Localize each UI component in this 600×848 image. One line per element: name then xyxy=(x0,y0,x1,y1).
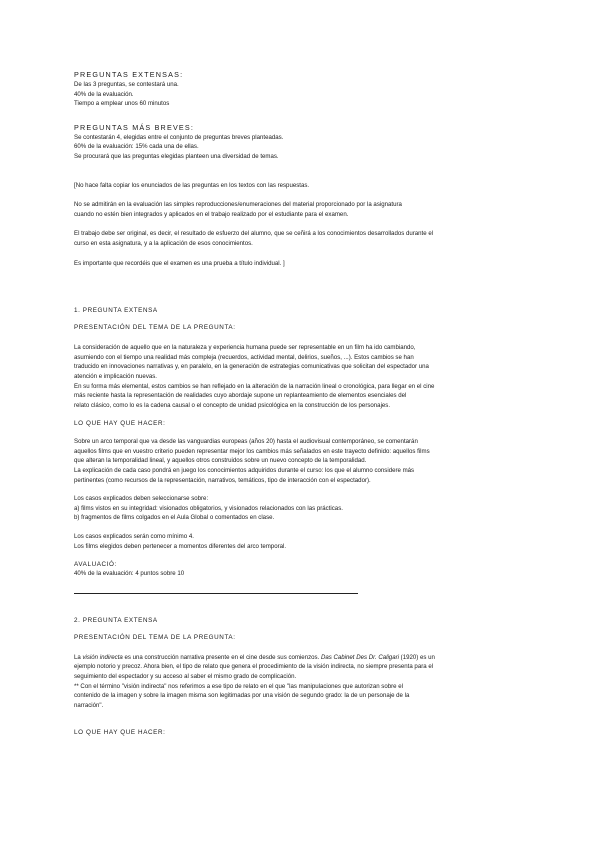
q2-hacer-label: LO QUE HAY QUE HACER: xyxy=(74,729,166,737)
q1-paragraph-line: La explicación de cada caso pondrá en juego los conocimientos adquiridos durante el curso: los que el alumno considere más xyxy=(74,467,415,475)
q2-film-title: Das Cabinet Des Dr. Caligari xyxy=(320,653,399,661)
document-body xyxy=(74,70,530,737)
extensas-line: De las 3 preguntas, se contestará una. xyxy=(74,81,179,88)
q1-paragraph-line: La consideración de aquello que en la naturaleza y experiencia humana puede ser representable en un film ha ido cambiando, xyxy=(74,344,416,352)
q2-paragraph-line xyxy=(74,653,530,663)
breves-line: Se contestarán 4, elegidas entre el conjunto de preguntas breves planteadas. xyxy=(74,133,284,141)
q1-paragraph-line: pertinentes (como recursos de la representación, narrativos, temáticos, tipo de interacción con el espectador). xyxy=(74,476,371,484)
q1-paragraph-line: Los films elegidos deben pertenecer a momentos diferentes del arco temporal. xyxy=(74,542,287,550)
q1-paragraph-line: que alteran la temporalidad lineal, y aquellos otros construidos sobre un nuevo concepto de la temporalidad. xyxy=(74,457,367,465)
q1-title: 1. PREGUNTA EXTENSA xyxy=(74,307,158,315)
note-paragraph: [No hace falta copiar los enunciados de las preguntas en los textos con las respuestas. xyxy=(74,181,310,189)
q1-paragraph-line: Los casos explicados deben seleccionarse sobre: xyxy=(74,495,209,503)
q1-paragraph-line: En su forma más elemental, estos cambios se han reflejado en la alteración de la narración lineal o cronológica, para llegar en el cine xyxy=(74,382,435,390)
q1-paragraph-line: b) fragmentos de films colgados en el Aula Global o comentados en clase. xyxy=(74,514,275,522)
q1-paragraph-line: más reciente hasta la representación de realidades cuyo abordaje supone un replanteamiento de elementos esenciales del xyxy=(74,392,407,400)
q2-paragraph-line: seguimiento del espectador y su acceso al saber el mismo grado de complicación. xyxy=(74,673,297,680)
q1-evaluation-label: AVALUACIÓ: xyxy=(74,561,117,569)
note-paragraph: No se admitirán en la evaluación las simples reproducciones/enumeraciones del material proporcionado por la asignatura xyxy=(74,201,402,209)
q1-presentation-label: PRESENTACIÓN DEL TEMA DE LA PREGUNTA: xyxy=(74,324,236,332)
q2-title: 2. PREGUNTA EXTENSA xyxy=(74,616,158,624)
q2-paragraph-line: narración". xyxy=(74,701,104,709)
q1-evaluation-value: 40% de la evaluación: 4 puntos sobre 10 xyxy=(74,570,185,578)
extensas-line: Tiempo a emplear unos 60 minutos xyxy=(74,100,170,108)
q2-text: es una construcción narrativa presente en el cine desde sus comienzos. xyxy=(122,653,321,661)
q1-paragraph-line: asumiendo con el tiempo una realidad más compleja (recuerdos, actividad mental, delirios, sueños, ...). Estos cambios se han xyxy=(74,353,414,361)
note-paragraph: Es importante que recordéis que el examen es una prueba a título individual. ] xyxy=(74,259,285,267)
q2-paragraph-line: ejemplo notorio y precoz. Ahora bien, el tipo de relato que genera el procedimiento de la visión indirecta, no siempre presenta para el xyxy=(74,663,434,671)
q2-paragraph-line: ** Con el término "visión indirecta" nos referimos a ese tipo de relato en el que "las manipulaciones que autorizan sobre el xyxy=(74,682,403,690)
extensas-heading: PREGUNTAS EXTENSAS: xyxy=(74,70,184,79)
q1-paragraph-line: atención e implicación nuevas. xyxy=(74,372,157,380)
breves-line: Se procurará que las preguntas elegidas planteen una diversidad de temas. xyxy=(74,152,279,160)
q2-text: (1920) es un xyxy=(398,653,435,661)
q1-paragraph-line: Los casos explicados serán como mínimo 4. xyxy=(74,533,194,541)
q1-paragraph-line: aquellos films que en vuestro criterio pueden representar mejor los cambios más señalados en este trayecto definido: aquellos films xyxy=(74,447,430,455)
q1-paragraph-line: a) films vistos en su integridad: visionados obligatorios, y visionados relacionados con las prácticas. xyxy=(74,504,343,512)
q2-text: La xyxy=(74,653,83,661)
q1-paragraph-line: traducido en innovaciones narrativas y, en paralelo, en la generación de estrategias comunicativas que solicitan del espectador una xyxy=(74,363,429,371)
note-paragraph: El trabajo debe ser original, es decir, el resultado de esfuerzo del alumno, que se ceñirá a los conocimientos desarrollados durante el xyxy=(74,230,434,238)
extensas-line: 40% de la evaluación. xyxy=(74,90,134,98)
q1-paragraph-line: relato clásico, como lo es la cadena causal o el concepto de unidad psicológica en la construcción de los personajes. xyxy=(74,401,391,409)
q1-paragraph-line: Sobre un arco temporal que va desde las vanguardias europeas (años 20) hasta el audiovisual contemporáneo, se comentarán xyxy=(74,438,418,446)
q1-hacer-label: LO QUE HAY QUE HACER: xyxy=(74,420,166,428)
q2-paragraph-line: contenido de la imagen y sobre la imagen misma son legitimadas por una visión de segundo grado: la de un personaje de la xyxy=(74,692,410,700)
q2-presentation-label: PRESENTACIÓN DEL TEMA DE LA PREGUNTA: xyxy=(74,633,236,641)
q2-emphasis: visión indirecta xyxy=(82,653,123,661)
note-paragraph: cuando no estén bien integrados y aplicados en el trabajo realizado por el estudiante para el examen. xyxy=(74,210,349,218)
breves-line: 60% de la evaluación: 15% cada una de ellas. xyxy=(74,143,199,151)
note-paragraph: curso en esta asignatura, y a la aplicación de esos conocimientos. xyxy=(74,239,253,247)
breves-heading: PREGUNTAS MÁS BREVES: xyxy=(74,122,195,132)
